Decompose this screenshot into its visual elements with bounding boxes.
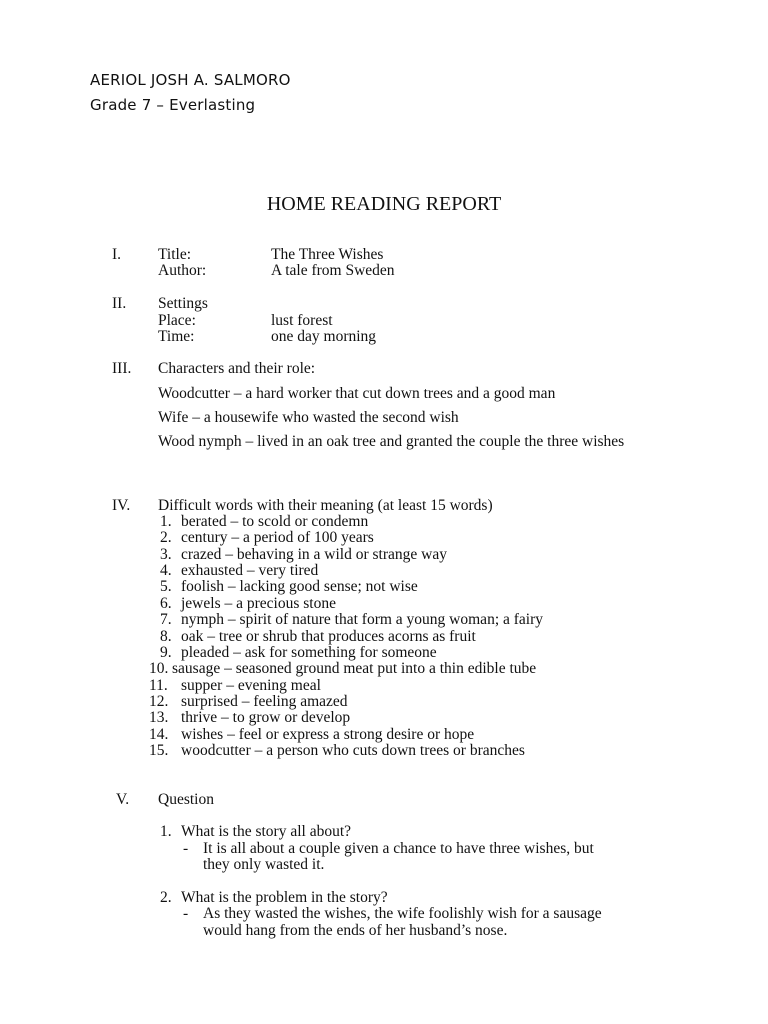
time-value: one day morning bbox=[271, 328, 377, 345]
place-value: lust forest bbox=[271, 312, 333, 329]
author-label: Author: bbox=[158, 262, 207, 279]
word-definition: thrive – to grow or develop bbox=[181, 709, 351, 726]
question-number: 1. bbox=[160, 823, 172, 840]
word-number: 11. bbox=[149, 677, 168, 694]
word-number: 1. bbox=[160, 513, 172, 530]
answer-text: As they wasted the wishes, the wife foolishly wish for a sausage bbox=[203, 905, 602, 922]
word-definition: sausage – seasoned ground meat put into a thin edible tube bbox=[172, 660, 537, 677]
word-definition: nymph – spirit of nature that form a young woman; a fairy bbox=[181, 611, 544, 628]
character-wife: Wife – a housewife who wasted the second wish bbox=[158, 409, 459, 426]
word-definition: exhausted – very tired bbox=[181, 562, 319, 579]
word-definition: wishes – feel or express a strong desire or hope bbox=[181, 726, 475, 743]
settings-heading: Settings bbox=[158, 295, 208, 312]
character-woodcutter: Woodcutter – a hard worker that cut down trees and a good man bbox=[158, 385, 556, 402]
title-value: The Three Wishes bbox=[271, 246, 384, 263]
word-number: 7. bbox=[160, 611, 172, 628]
word-definition: woodcutter – a person who cuts down trees or branches bbox=[181, 742, 525, 759]
word-definition: oak – tree or shrub that produces acorns as fruit bbox=[181, 628, 476, 645]
word-number: 14. bbox=[149, 726, 169, 743]
answer-dash: - bbox=[183, 840, 189, 857]
question-text: What is the story all about? bbox=[181, 823, 352, 840]
word-definition: crazed – behaving in a wild or strange way bbox=[181, 546, 447, 563]
word-number: 9. bbox=[160, 644, 172, 661]
word-number: 15. bbox=[149, 742, 169, 759]
question-number: 2. bbox=[160, 889, 172, 906]
word-number: 6. bbox=[160, 595, 172, 612]
word-number: 5. bbox=[160, 578, 172, 595]
section-2-numeral: II. bbox=[112, 295, 127, 312]
difficult-words-heading: Difficult words with their meaning (at least 15 words) bbox=[158, 497, 493, 514]
answer-dash: - bbox=[183, 905, 189, 922]
word-definition: century – a period of 100 years bbox=[181, 529, 374, 546]
character-wood-nymph: Wood nymph – lived in an oak tree and granted the couple the three wishes bbox=[158, 433, 625, 450]
word-definition: supper – evening meal bbox=[181, 677, 321, 694]
word-number: 2. bbox=[160, 529, 172, 546]
section-5-numeral: V. bbox=[116, 791, 130, 808]
word-number: 12. bbox=[149, 693, 169, 710]
student-grade-section: Grade 7 – Everlasting bbox=[90, 96, 256, 114]
word-definition: pleaded – ask for something for someone bbox=[181, 644, 437, 661]
characters-heading: Characters and their role: bbox=[158, 360, 316, 377]
title-label: Title: bbox=[158, 246, 192, 263]
time-label: Time: bbox=[158, 328, 195, 345]
section-1-numeral: I. bbox=[112, 246, 122, 263]
word-number: 10. bbox=[149, 660, 169, 677]
answer-text: they only wasted it. bbox=[203, 856, 325, 873]
place-label: Place: bbox=[158, 312, 196, 329]
word-definition: jewels – a precious stone bbox=[181, 595, 336, 612]
author-value: A tale from Sweden bbox=[271, 262, 395, 279]
word-number: 3. bbox=[160, 546, 172, 563]
word-definition: foolish – lacking good sense; not wise bbox=[181, 578, 418, 595]
word-number: 13. bbox=[149, 709, 169, 726]
answer-text: would hang from the ends of her husband’s nose. bbox=[203, 922, 508, 939]
word-definition: surprised – feeling amazed bbox=[181, 693, 348, 710]
word-number: 4. bbox=[160, 562, 172, 579]
question-text: What is the problem in the story? bbox=[181, 889, 388, 906]
answer-text: It is all about a couple given a chance to have three wishes, but bbox=[203, 840, 594, 857]
section-3-numeral: III. bbox=[112, 360, 132, 377]
section-4-numeral: IV. bbox=[112, 497, 131, 514]
question-heading: Question bbox=[158, 791, 214, 808]
word-number: 8. bbox=[160, 628, 172, 645]
report-title: HOME READING REPORT bbox=[266, 193, 502, 215]
word-definition: berated – to scold or condemn bbox=[181, 513, 369, 530]
student-name: AERIOL JOSH A. SALMORO bbox=[90, 71, 291, 89]
